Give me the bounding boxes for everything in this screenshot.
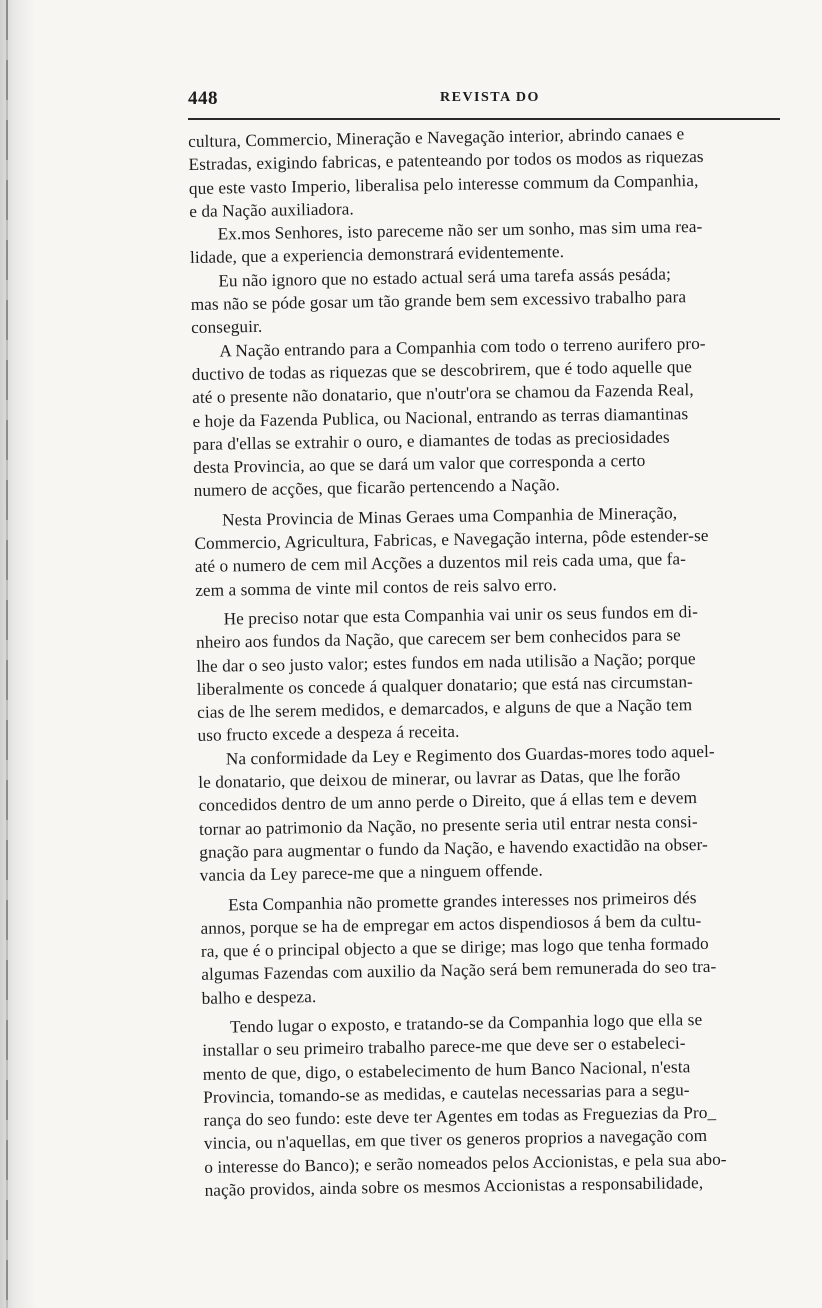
text-line: balho e despeza.: [201, 986, 317, 1008]
text-line: numero de acções, que ficarão pertencendo a Nação.: [193, 475, 560, 501]
text-line: He preciso notar que esta Companhia vai unir os seus fundos em di-: [223, 601, 699, 629]
text-line: Provincia, tomando-se as medidas, e cautelas necessarias para a segu-: [203, 1080, 690, 1107]
text-line: Estradas, exigindo fabricas, e patenteando por todos os modos as riquezas: [188, 147, 704, 175]
text-line: rança do seo fundo: este deve ter Agentes em todas as Freguezias da Pro_: [203, 1102, 717, 1131]
text-line: liberalmente os concede á qualquer donatario; que está nas circumstan-: [196, 671, 694, 699]
text-line: installar o seu primeiro trabalho parece-me que deve ser o estabeleci-: [202, 1033, 686, 1061]
text-line: para d'ellas se extrahir o ouro, e diamantes de todas as preciosidades: [192, 427, 670, 454]
text-line: A Nação entrando para a Companhia com todo o terreno aurifero pro-: [219, 333, 706, 361]
text-line: e hoje da Fazenda Publica, ou Nacional, entrando as terras diamantinas: [192, 403, 689, 431]
page-number: 448: [188, 88, 218, 109]
text-line: gnação para augmentar o fundo da Nação, e havendo exactidão na obser-: [199, 834, 709, 862]
text-line: cias de lhe serem medidos, e demarcados, e alguns de que a Nação tem: [197, 695, 693, 723]
text-line: mento de que, digo, o estabelecimento de hum Banco Nacional, n'esta: [202, 1056, 691, 1084]
text-line: o interesse do Banco); e serão nomeados pelos Accionistas, e pela sua abo-: [204, 1149, 727, 1177]
text-line: ductivo de todas as riquezas que se descobrirem, que é todo aquelle que: [191, 357, 693, 384]
text-line: vincia, ou n'aquellas, em que tiver os generos proprios a navegação com: [203, 1126, 708, 1154]
text-line: uso fructo excede a despeza á receita.: [197, 722, 460, 746]
running-head: REVISTA DO: [440, 90, 540, 105]
text-line: Eu não ignoro que no estado actual será uma tarefa assás pesáda;: [218, 264, 672, 291]
text-line: desta Provincia, ao que se dará um valor que corresponda a certo: [193, 451, 646, 478]
text-line: vancia da Ley parece-me que a ninguem offende.: [199, 860, 543, 886]
text-line: ra, que é o principal objecto a que se dirige; mas logo que tenha formado: [200, 934, 709, 961]
book-binding-edge: [0, 0, 36, 1308]
text-line: algumas Fazendas com auxilio da Nação será bem remunerada do seo tra-: [201, 957, 717, 985]
text-line: lidade, que a experiencia demonstrará evidentemente.: [189, 242, 565, 268]
text-line: tornar ao patrimonio da Nação, no presente seria util entrar nesta consi-: [198, 811, 698, 839]
text-line: concedidos dentro de um anno perde o Direito, que á ellas tem e devem: [198, 788, 698, 816]
text-line: nheiro aos fundos da Nação, que carecem ser bem conhecidos para se: [195, 625, 681, 653]
text-line: até o presente não donatario, que n'outr'ora se chamou da Fazenda Real,: [192, 380, 694, 408]
text-line: Tendo lugar o exposto, e tratando-se da Companhia logo que ella se: [229, 1010, 703, 1037]
text-line: que este vasto Imperio, liberalisa pelo interesse commum da Companhia,: [188, 170, 699, 198]
text-line: nação providos, ainda sobre os mesmos Accionistas a responsabilidade,: [204, 1173, 704, 1200]
text-line: cultura, Commercio, Mineração e Navegação interior, abrindo canaes e: [188, 124, 685, 151]
binding-shadow: [6, 0, 8, 1308]
text-line: le donatario, que deixou de minerar, ou lavrar as Datas, que lhe forão: [198, 765, 681, 792]
text-line: e da Nação auxiliadora.: [189, 199, 354, 221]
text-line: lhe dar o seo justo valor; estes fundos em nada utilisão a Nação; porque: [196, 648, 696, 676]
text-line: até o numero de cem mil Acções a duzentos mil reis cada uma, que fa-: [194, 549, 687, 577]
text-line: Ex.mos Senhores, isto pareceme não ser um sonho, mas sim uma rea-: [217, 217, 703, 244]
text-line: annos, porque se ha de empregar em actos dispendiosos á bem da cultu-: [200, 910, 702, 938]
text-line: mas não se póde gosar um tão grande bem sem excessivo trabalho para: [190, 287, 687, 315]
header-rule: [188, 118, 780, 120]
text-line: conseguir.: [190, 317, 263, 338]
text-line: Na conformidade da Ley e Regimento dos Guardas-mores todo aquel-: [225, 741, 715, 769]
text-line: Esta Companhia não promette grandes interesses nos primeiros dés: [228, 887, 697, 914]
text-line: Commercio, Agricultura, Fabricas, e Navegação interna, pôde estender-se: [194, 525, 709, 553]
text-line: zem a somma de vinte mil contos de reis salvo erro.: [195, 574, 557, 600]
page-header: [188, 88, 780, 114]
body-text: [188, 121, 801, 1203]
text-line: Nesta Provincia de Minas Geraes uma Companhia de Mineração,: [221, 503, 678, 530]
